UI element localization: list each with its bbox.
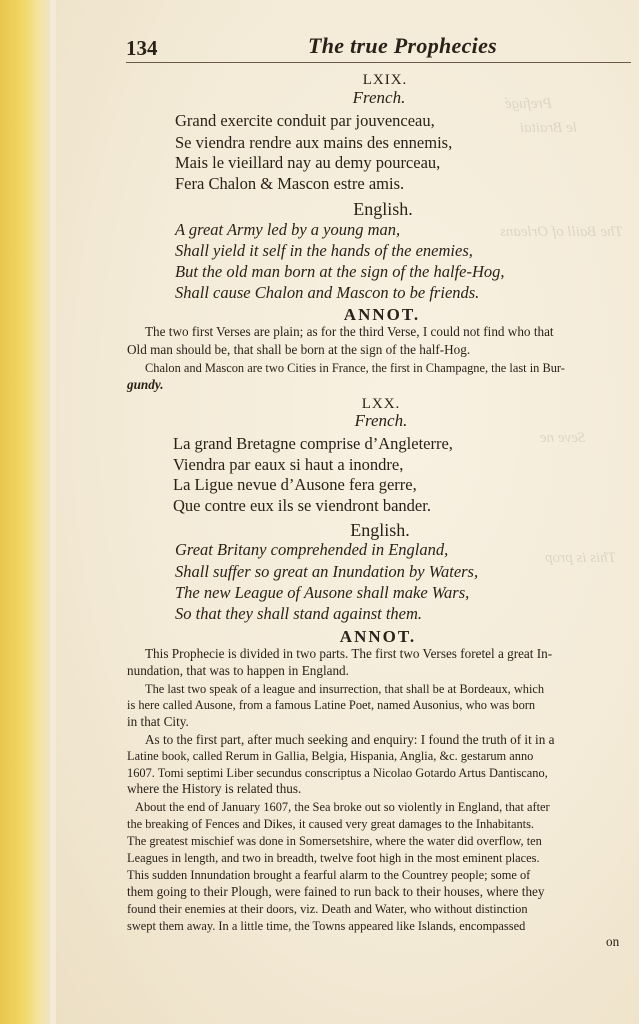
running-title: The true Prophecies <box>308 33 498 58</box>
annot-line: This Prophecie is divided in two parts. The first two Verses foretel a great In- <box>145 646 553 661</box>
show-through-text: Prefugé <box>505 96 552 112</box>
french-verse-line: Fera Chalon & Mascon estre amis. <box>175 174 405 193</box>
annot-line: Latine book, called Rerum in Gallia, Belgia, Hispania, Anglia, &c. gestarum anno <box>127 749 534 763</box>
header-rule <box>126 62 631 63</box>
french-verse-line: Mais le vieillard nay au demy pourceau, <box>175 153 441 172</box>
french-verse-line: Viendra par eaux si haut a inondre, <box>173 455 404 474</box>
french-heading: French. <box>354 411 408 430</box>
annot-line: The last two speak of a league and insurrection, that shall be at Bordeaux, which <box>145 682 545 696</box>
english-heading: English. <box>350 520 410 540</box>
french-verse-line: Grand exercite conduit par jouvenceau, <box>175 111 435 130</box>
show-through-text: This is prop <box>545 550 617 566</box>
annot-line: Chalon and Mascon are two Cities in France, the first in Champagne, the last in Bur- <box>145 361 565 375</box>
annot-line: As to the first part, after much seeking and enquiry: I found the truth of it in a <box>145 732 555 747</box>
annot-line: Leagues in length, and two in breadth, twelve foot high in the most eminent places. <box>127 851 540 865</box>
french-verse-line: Que contre eux ils se viendront bander. <box>173 496 431 515</box>
annot-line: found their enemies at their doors, viz. Death and Water, who without distinction <box>127 902 528 916</box>
annot-line: The greatest mischief was done in Somersetshire, where the water did overflow, ten <box>127 834 542 848</box>
annot-line: in that City. <box>127 714 189 729</box>
annot-line: The two first Verses are plain; as for the third Verse, I could not find who that <box>145 324 554 339</box>
gilt-page-edge <box>0 0 50 1024</box>
english-verse-line: Shall cause Chalon and Mascon to be friends. <box>175 283 480 302</box>
french-heading: French. <box>352 88 406 107</box>
english-verse-line: Great Britany comprehended in England, <box>175 540 449 559</box>
annot-line: Old man should be, that shall be born at the sign of the half-Hog. <box>127 342 471 357</box>
annot-line: nundation, that was to happen in England. <box>127 663 349 678</box>
annot-line: This sudden Innundation brought a fearful alarm to the Countrey people; some of <box>127 868 531 882</box>
english-verse-line: The new League of Ausone shall make Wars, <box>175 583 470 602</box>
annot-line: them going to their Plough, were fained to run back to their houses, where they <box>127 884 545 899</box>
quatrain-numeral: LXX. <box>361 396 401 412</box>
annot-heading: ANNOT. <box>339 627 417 646</box>
french-verse-line: La grand Bretagne comprise d’Angleterre, <box>173 434 453 453</box>
page-number: 134 <box>126 36 158 60</box>
annot-line: where the History is related thus. <box>127 781 302 796</box>
catchword: on <box>606 934 620 949</box>
show-through-text: le Braitai <box>520 120 578 136</box>
annot-line: is here called Ausone, from a famous Latine Poet, named Ausonius, who was born <box>127 698 536 712</box>
french-verse-line: La Ligue nevue d’Ausone fera gerre, <box>173 475 417 494</box>
english-heading: English. <box>353 199 413 219</box>
annot-line: swept them away. In a little time, the Towns appeared like Islands, encompassed <box>127 919 526 933</box>
english-verse-line: Shall yield it self in the hands of the enemies, <box>175 241 473 260</box>
annot-heading: ANNOT. <box>343 305 421 324</box>
english-verse-line: Shall suffer so great an Inundation by Waters, <box>175 562 479 581</box>
show-through-text: Seve ne <box>540 430 586 446</box>
english-verse-line: A great Army led by a young man, <box>175 220 401 239</box>
annot-line: the breaking of Fences and Dikes, it caused very great damages to the Inhabitants. <box>127 817 535 831</box>
quatrain-numeral: LXIX. <box>362 72 408 88</box>
annot-line: About the end of January 1607, the Sea broke out so violently in England, that after <box>135 800 550 814</box>
english-verse-line: But the old man born at the sign of the halfe-Hog, <box>175 262 505 281</box>
french-verse-line: Se viendra rendre aux mains des ennemis, <box>175 133 453 152</box>
show-through-text: The Baill of Orleans <box>500 224 623 240</box>
english-verse-line: So that they shall stand against them. <box>175 604 423 623</box>
annot-line: 1607. Tomi septimi Liber secundus conscriptus a Nicolao Gotardo Artus Dantiscano, <box>127 766 548 780</box>
annot-line: gundy. <box>127 377 164 392</box>
